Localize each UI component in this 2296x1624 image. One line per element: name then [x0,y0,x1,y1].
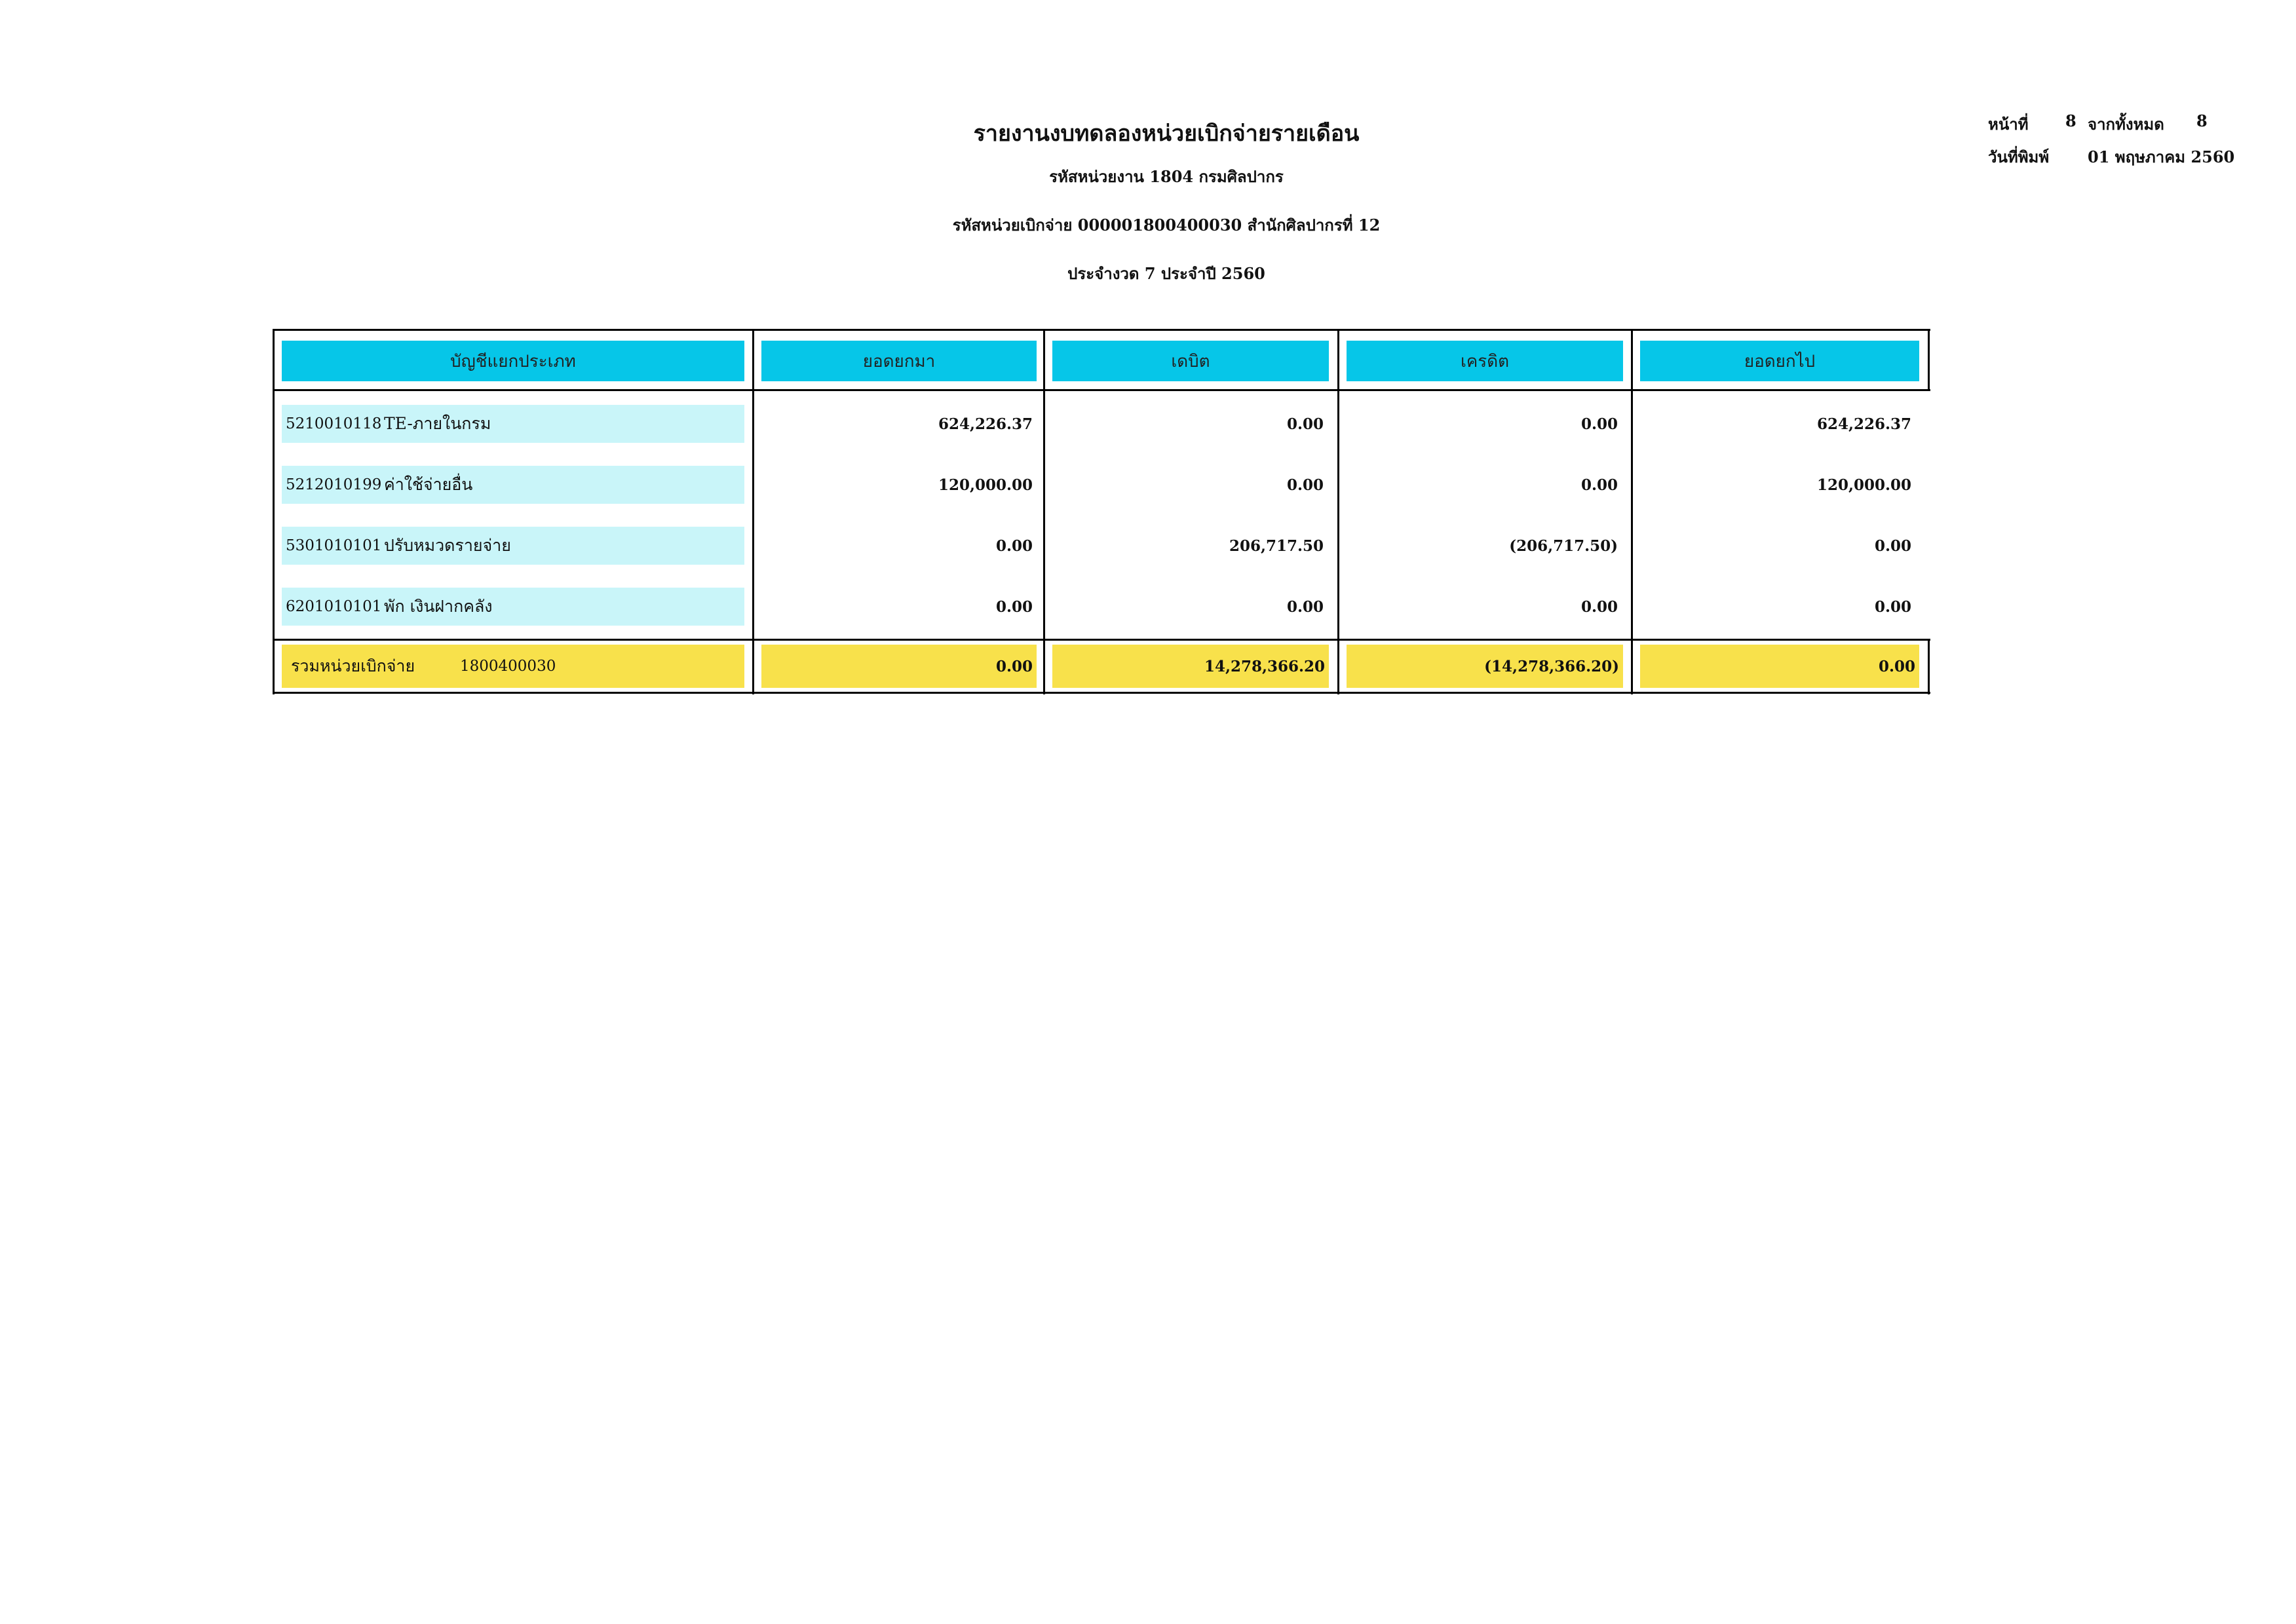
page-number: 8 [2065,111,2076,130]
header-carried-forward: ยอดยกไป [1640,341,1919,381]
total-unit-code: 1800400030 [460,658,556,675]
header-debit: เดบิต [1052,341,1329,381]
account-description: ค่าใช้จ่ายอื่น [384,475,473,494]
disbursing-unit-line: รหัสหน่วยเบิกจ่าย 000001800400030 สำนักศิลปากรที่ 12 [952,216,1381,235]
credit-value: 0.00 [1580,415,1618,433]
brought-forward-value: 0.00 [995,598,1033,616]
debit-value: 0.00 [1286,415,1324,433]
debit-value: 206,717.50 [1229,537,1324,555]
credit-value: (206,717.50) [1509,537,1618,555]
agency-line: รหัสหน่วยงาน 1804 กรมศิลปากร [1049,167,1284,186]
account-description: TE-ภายในกรม [384,414,491,433]
table-row [282,588,744,626]
page-label: หน้าที่ [1988,115,2029,134]
account-code: 6201010101 [286,598,382,615]
total-brought-forward: 0.00 [761,645,1037,688]
account-code: 5212010199 [286,476,382,493]
credit-value: 0.00 [1580,598,1618,616]
brought-forward-value: 120,000.00 [938,476,1033,494]
account-code: 5210010118 [286,415,382,432]
total-credit: (14,278,366.20) [1347,645,1623,688]
table-row [282,527,744,565]
carried-forward-value: 0.00 [1874,598,1911,616]
brought-forward-value: 624,226.37 [938,415,1033,433]
report-title: รายงานงบทดลองหน่วยเบิกจ่ายรายเดือน [973,121,1360,147]
header-account: บัญชีแยกประเภท [282,341,744,381]
print-date-label: วันที่พิมพ์ [1988,147,2050,166]
total-pages-label: จากทั้งหมด [2088,115,2164,134]
print-date: 01 พฤษภาคม 2560 [2088,147,2235,166]
account-description: พัก เงินฝากคลัง [384,597,493,616]
debit-value: 0.00 [1286,476,1324,494]
total-label: รวมหน่วยเบิกจ่าย [291,656,415,675]
credit-value: 0.00 [1580,476,1618,494]
debit-value: 0.00 [1286,598,1324,616]
total-row-label-cell [282,645,744,688]
header-brought-forward: ยอดยกมา [761,341,1037,381]
table-row [282,405,744,443]
carried-forward-value: 624,226.37 [1816,415,1911,433]
carried-forward-value: 120,000.00 [1816,476,1911,494]
account-code: 5301010101 [286,537,382,554]
brought-forward-value: 0.00 [995,537,1033,555]
trial-balance-table [273,329,1930,694]
total-pages: 8 [2196,111,2208,130]
account-description: ปรับหมวดรายจ่าย [384,536,511,555]
carried-forward-value: 0.00 [1874,537,1911,555]
header-credit: เครดิต [1347,341,1623,381]
total-debit: 14,278,366.20 [1052,645,1329,688]
table-row [282,466,744,504]
period-line: ประจำงวด 7 ประจำปี 2560 [1067,264,1265,283]
total-carried-forward: 0.00 [1640,645,1919,688]
